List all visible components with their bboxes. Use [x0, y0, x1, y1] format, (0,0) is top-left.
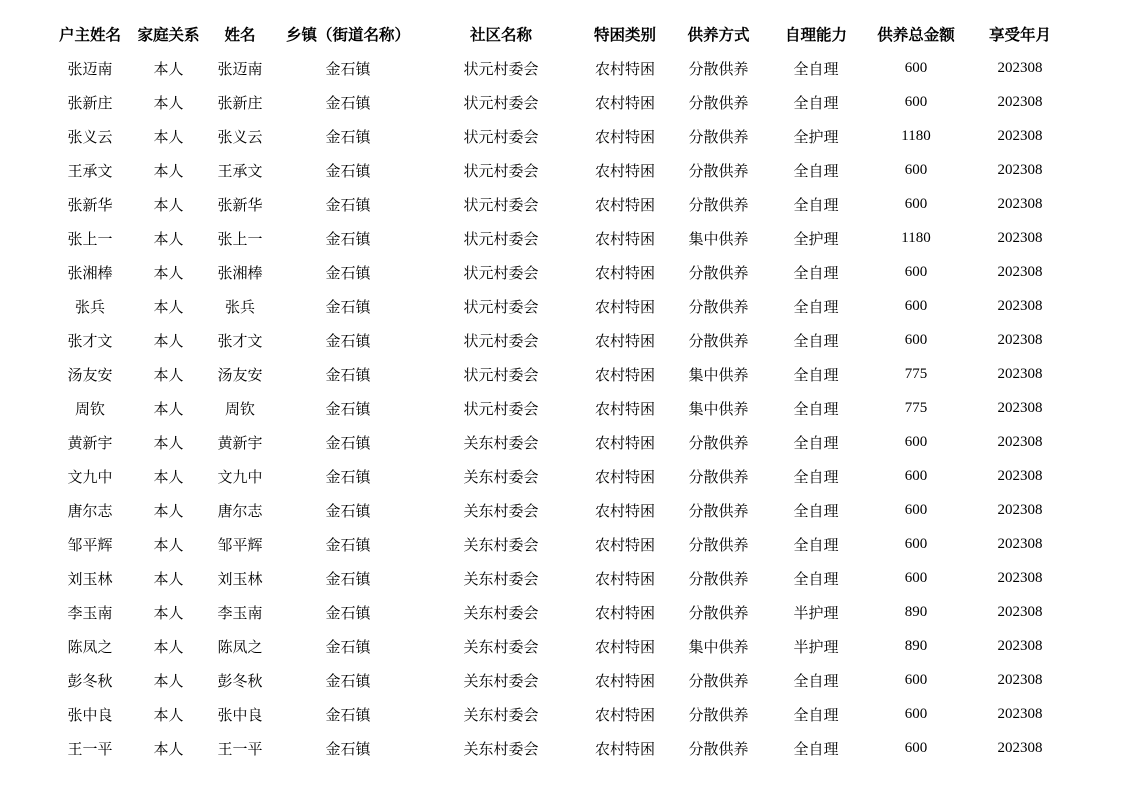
cell-township: 金石镇	[325, 739, 371, 758]
cell-name: 彭冬秋	[217, 671, 263, 690]
cell-township: 金石镇	[325, 705, 371, 724]
cell-name: 刘玉林	[217, 569, 263, 588]
cell-hardship-category: 农村特困	[594, 297, 655, 316]
cell-township: 金石镇	[325, 297, 371, 316]
cell-community: 状元村委会	[463, 93, 539, 112]
cell-self-care-ability: 全自理	[793, 365, 839, 384]
cell-township: 金石镇	[325, 535, 371, 554]
cell-self-care-ability: 全自理	[793, 59, 839, 78]
cell-township: 金石镇	[325, 365, 371, 384]
cell-self-care-ability: 全自理	[793, 569, 839, 588]
cell-support-method: 集中供养	[688, 365, 749, 384]
cell-support-amount: 600	[904, 195, 928, 212]
table-row	[48, 323, 1072, 357]
cell-township: 金石镇	[325, 127, 371, 146]
cell-support-method: 分散供养	[688, 467, 749, 486]
table-row	[48, 561, 1072, 595]
cell-township: 金石镇	[325, 603, 371, 622]
cell-family-relation: 本人	[153, 603, 184, 622]
cell-community: 关东村委会	[463, 705, 539, 724]
cell-community: 状元村委会	[463, 263, 539, 282]
table-row	[48, 289, 1072, 323]
cell-self-care-ability: 全自理	[793, 535, 839, 554]
cell-support-amount: 1180	[901, 127, 931, 144]
cell-community: 关东村委会	[463, 637, 539, 656]
cell-name: 张湘棒	[217, 263, 263, 282]
table-row	[48, 493, 1072, 527]
column-header-support-amount: 供养总金额	[877, 26, 955, 44]
cell-family-relation: 本人	[153, 229, 184, 248]
cell-name: 邹平辉	[217, 535, 263, 554]
cell-hardship-category: 农村特困	[594, 161, 655, 180]
column-header-benefit-month: 享受年月	[988, 26, 1051, 44]
cell-family-relation: 本人	[153, 161, 184, 180]
cell-self-care-ability: 全自理	[793, 705, 839, 724]
cell-hardship-category: 农村特困	[594, 365, 655, 384]
cell-support-amount: 600	[904, 297, 928, 314]
cell-township: 金石镇	[325, 161, 371, 180]
cell-support-method: 分散供养	[688, 331, 749, 350]
cell-family-relation: 本人	[153, 297, 184, 316]
cell-family-relation: 本人	[153, 569, 184, 588]
cell-support-method: 分散供养	[688, 93, 749, 112]
cell-family-relation: 本人	[153, 705, 184, 724]
cell-family-relation: 本人	[153, 637, 184, 656]
cell-self-care-ability: 全护理	[793, 127, 839, 146]
cell-township: 金石镇	[325, 433, 371, 452]
cell-hardship-category: 农村特困	[594, 263, 655, 282]
cell-householder-name: 王承文	[67, 161, 113, 180]
cell-family-relation: 本人	[153, 331, 184, 350]
cell-township: 金石镇	[325, 59, 371, 78]
cell-community: 状元村委会	[463, 59, 539, 78]
cell-benefit-month: 202308	[997, 467, 1043, 484]
cell-name: 王一平	[217, 739, 263, 758]
cell-benefit-month: 202308	[997, 161, 1043, 178]
cell-hardship-category: 农村特困	[594, 603, 655, 622]
cell-family-relation: 本人	[153, 739, 184, 758]
column-header-self-care-ability: 自理能力	[784, 26, 847, 44]
cell-support-method: 分散供养	[688, 195, 749, 214]
cell-hardship-category: 农村特困	[594, 93, 655, 112]
cell-name: 陈凤之	[217, 637, 263, 656]
table-row	[48, 187, 1072, 221]
cell-community: 关东村委会	[463, 433, 539, 452]
cell-hardship-category: 农村特困	[594, 399, 655, 418]
cell-householder-name: 张湘棒	[67, 263, 113, 282]
cell-hardship-category: 农村特困	[594, 671, 655, 690]
cell-self-care-ability: 全自理	[793, 195, 839, 214]
cell-self-care-ability: 全自理	[793, 399, 839, 418]
column-header-township: 乡镇（街道名称）	[285, 26, 410, 44]
cell-community: 关东村委会	[463, 671, 539, 690]
table-row	[48, 119, 1072, 153]
column-header-community: 社区名称	[469, 26, 532, 44]
cell-name: 张迈南	[217, 59, 263, 78]
cell-support-method: 分散供养	[688, 297, 749, 316]
cell-householder-name: 张迈南	[67, 59, 113, 78]
cell-township: 金石镇	[325, 93, 371, 112]
cell-township: 金石镇	[325, 331, 371, 350]
cell-name: 唐尔志	[217, 501, 263, 520]
cell-self-care-ability: 半护理	[793, 603, 839, 622]
cell-family-relation: 本人	[153, 263, 184, 282]
header-row	[48, 17, 1072, 51]
cell-community: 关东村委会	[463, 739, 539, 758]
cell-support-amount: 600	[904, 705, 928, 722]
column-header-family-relation: 家庭关系	[137, 26, 200, 44]
cell-householder-name: 黄新宇	[67, 433, 113, 452]
cell-support-method: 分散供养	[688, 569, 749, 588]
cell-name: 周钦	[224, 399, 255, 418]
cell-name: 张兵	[224, 297, 255, 316]
cell-township: 金石镇	[325, 671, 371, 690]
cell-support-amount: 600	[904, 671, 928, 688]
cell-support-amount: 600	[904, 161, 928, 178]
cell-benefit-month: 202308	[997, 127, 1043, 144]
cell-support-amount: 600	[904, 331, 928, 348]
cell-householder-name: 汤友安	[67, 365, 113, 384]
cell-self-care-ability: 全自理	[793, 671, 839, 690]
cell-family-relation: 本人	[153, 127, 184, 146]
cell-support-amount: 775	[904, 399, 928, 416]
table-row	[48, 357, 1072, 391]
cell-benefit-month: 202308	[997, 331, 1043, 348]
cell-family-relation: 本人	[153, 195, 184, 214]
cell-hardship-category: 农村特困	[594, 467, 655, 486]
cell-community: 状元村委会	[463, 195, 539, 214]
cell-township: 金石镇	[325, 569, 371, 588]
cell-name: 张中良	[217, 705, 263, 724]
cell-benefit-month: 202308	[997, 365, 1043, 382]
cell-benefit-month: 202308	[997, 603, 1043, 620]
table-row	[48, 629, 1072, 663]
cell-family-relation: 本人	[153, 365, 184, 384]
cell-benefit-month: 202308	[997, 263, 1043, 280]
table-row	[48, 595, 1072, 629]
cell-community: 状元村委会	[463, 229, 539, 248]
cell-support-amount: 600	[904, 263, 928, 280]
cell-family-relation: 本人	[153, 535, 184, 554]
cell-township: 金石镇	[325, 229, 371, 248]
cell-benefit-month: 202308	[997, 297, 1043, 314]
cell-family-relation: 本人	[153, 399, 184, 418]
cell-name: 张新庄	[217, 93, 263, 112]
cell-township: 金石镇	[325, 501, 371, 520]
cell-householder-name: 刘玉林	[67, 569, 113, 588]
cell-support-amount: 890	[904, 603, 928, 620]
cell-self-care-ability: 全自理	[793, 93, 839, 112]
cell-support-method: 分散供养	[688, 127, 749, 146]
cell-support-method: 分散供养	[688, 263, 749, 282]
cell-hardship-category: 农村特困	[594, 637, 655, 656]
beneficiary-table	[48, 17, 1072, 765]
cell-self-care-ability: 全自理	[793, 331, 839, 350]
table-row	[48, 391, 1072, 425]
cell-family-relation: 本人	[153, 59, 184, 78]
cell-support-amount: 600	[904, 59, 928, 76]
cell-support-method: 分散供养	[688, 603, 749, 622]
cell-name: 李玉南	[217, 603, 263, 622]
cell-support-method: 分散供养	[688, 59, 749, 78]
cell-township: 金石镇	[325, 637, 371, 656]
cell-hardship-category: 农村特困	[594, 433, 655, 452]
cell-family-relation: 本人	[153, 467, 184, 486]
cell-householder-name: 张新庄	[67, 93, 113, 112]
cell-name: 文九中	[217, 467, 263, 486]
cell-name: 张上一	[217, 229, 263, 248]
cell-support-method: 分散供养	[688, 433, 749, 452]
cell-community: 关东村委会	[463, 467, 539, 486]
cell-community: 状元村委会	[463, 161, 539, 180]
table-header	[48, 17, 1072, 51]
beneficiary-sheet	[48, 17, 1072, 765]
cell-community: 关东村委会	[463, 535, 539, 554]
cell-family-relation: 本人	[153, 433, 184, 452]
cell-township: 金石镇	[325, 467, 371, 486]
cell-township: 金石镇	[325, 263, 371, 282]
cell-township: 金石镇	[325, 195, 371, 214]
cell-benefit-month: 202308	[997, 195, 1043, 212]
cell-householder-name: 张兵	[74, 297, 105, 316]
cell-benefit-month: 202308	[997, 59, 1043, 76]
cell-hardship-category: 农村特困	[594, 535, 655, 554]
cell-community: 关东村委会	[463, 501, 539, 520]
cell-hardship-category: 农村特困	[594, 195, 655, 214]
cell-family-relation: 本人	[153, 93, 184, 112]
cell-benefit-month: 202308	[997, 637, 1043, 654]
cell-name: 黄新宇	[217, 433, 263, 452]
cell-hardship-category: 农村特困	[594, 739, 655, 758]
cell-self-care-ability: 全护理	[793, 229, 839, 248]
cell-community: 关东村委会	[463, 569, 539, 588]
cell-support-amount: 600	[904, 433, 928, 450]
cell-householder-name: 张才文	[67, 331, 113, 350]
cell-support-amount: 775	[904, 365, 928, 382]
cell-householder-name: 王一平	[67, 739, 113, 758]
cell-householder-name: 李玉南	[67, 603, 113, 622]
cell-support-method: 集中供养	[688, 229, 749, 248]
cell-hardship-category: 农村特困	[594, 501, 655, 520]
table-row	[48, 425, 1072, 459]
cell-self-care-ability: 全自理	[793, 161, 839, 180]
cell-self-care-ability: 全自理	[793, 433, 839, 452]
cell-benefit-month: 202308	[997, 501, 1043, 518]
cell-support-method: 分散供养	[688, 161, 749, 180]
cell-support-amount: 1180	[901, 229, 931, 246]
cell-householder-name: 文九中	[67, 467, 113, 486]
cell-householder-name: 张义云	[67, 127, 113, 146]
cell-self-care-ability: 半护理	[793, 637, 839, 656]
cell-self-care-ability: 全自理	[793, 501, 839, 520]
cell-self-care-ability: 全自理	[793, 297, 839, 316]
column-header-householder-name: 户主姓名	[58, 26, 121, 44]
cell-support-amount: 600	[904, 739, 928, 756]
cell-community: 状元村委会	[463, 399, 539, 418]
cell-family-relation: 本人	[153, 501, 184, 520]
cell-benefit-month: 202308	[997, 229, 1043, 246]
cell-name: 王承文	[217, 161, 263, 180]
cell-community: 状元村委会	[463, 127, 539, 146]
cell-township: 金石镇	[325, 399, 371, 418]
table-row	[48, 459, 1072, 493]
cell-support-method: 分散供养	[688, 671, 749, 690]
cell-support-method: 集中供养	[688, 399, 749, 418]
cell-householder-name: 张中良	[67, 705, 113, 724]
cell-support-amount: 600	[904, 467, 928, 484]
cell-support-amount: 890	[904, 637, 928, 654]
cell-householder-name: 唐尔志	[67, 501, 113, 520]
cell-name: 汤友安	[217, 365, 263, 384]
table-body	[48, 51, 1072, 765]
cell-name: 张才文	[217, 331, 263, 350]
cell-hardship-category: 农村特困	[594, 331, 655, 350]
table-row	[48, 153, 1072, 187]
cell-benefit-month: 202308	[997, 705, 1043, 722]
cell-community: 状元村委会	[463, 331, 539, 350]
cell-support-method: 分散供养	[688, 535, 749, 554]
column-header-name: 姓名	[224, 26, 256, 44]
table-row	[48, 221, 1072, 255]
cell-support-method: 分散供养	[688, 705, 749, 724]
cell-support-amount: 600	[904, 535, 928, 552]
table-row	[48, 255, 1072, 289]
cell-community: 状元村委会	[463, 365, 539, 384]
cell-support-method: 集中供养	[688, 637, 749, 656]
cell-self-care-ability: 全自理	[793, 263, 839, 282]
cell-householder-name: 彭冬秋	[67, 671, 113, 690]
cell-hardship-category: 农村特困	[594, 229, 655, 248]
table-row	[48, 663, 1072, 697]
cell-householder-name: 陈凤之	[67, 637, 113, 656]
table-row	[48, 51, 1072, 85]
cell-hardship-category: 农村特困	[594, 59, 655, 78]
cell-support-method: 分散供养	[688, 739, 749, 758]
cell-community: 状元村委会	[463, 297, 539, 316]
cell-benefit-month: 202308	[997, 93, 1043, 110]
cell-benefit-month: 202308	[997, 671, 1043, 688]
table-row	[48, 85, 1072, 119]
column-header-hardship-category: 特困类别	[593, 26, 656, 44]
cell-benefit-month: 202308	[997, 569, 1043, 586]
table-row	[48, 731, 1072, 765]
cell-benefit-month: 202308	[997, 399, 1043, 416]
cell-name: 张义云	[217, 127, 263, 146]
cell-householder-name: 张新华	[67, 195, 113, 214]
cell-hardship-category: 农村特困	[594, 569, 655, 588]
cell-name: 张新华	[217, 195, 263, 214]
cell-support-amount: 600	[904, 93, 928, 110]
cell-benefit-month: 202308	[997, 535, 1043, 552]
cell-householder-name: 张上一	[67, 229, 113, 248]
cell-support-method: 分散供养	[688, 501, 749, 520]
cell-benefit-month: 202308	[997, 739, 1043, 756]
cell-hardship-category: 农村特困	[594, 127, 655, 146]
table-row	[48, 527, 1072, 561]
cell-self-care-ability: 全自理	[793, 739, 839, 758]
cell-self-care-ability: 全自理	[793, 467, 839, 486]
cell-householder-name: 周钦	[74, 399, 105, 418]
table-row	[48, 697, 1072, 731]
cell-family-relation: 本人	[153, 671, 184, 690]
cell-community: 关东村委会	[463, 603, 539, 622]
cell-benefit-month: 202308	[997, 433, 1043, 450]
column-header-support-method: 供养方式	[687, 26, 750, 44]
cell-support-amount: 600	[904, 569, 928, 586]
cell-support-amount: 600	[904, 501, 928, 518]
cell-householder-name: 邹平辉	[67, 535, 113, 554]
cell-hardship-category: 农村特困	[594, 705, 655, 724]
